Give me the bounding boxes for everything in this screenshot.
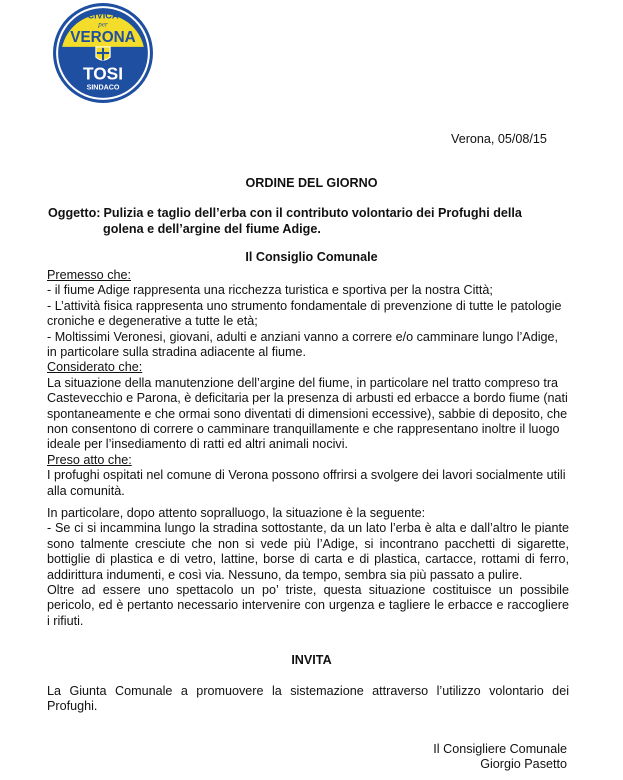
council-heading: Il Consiglio Comunale [245, 250, 378, 264]
logo-name-text: TOSI [82, 63, 124, 84]
invita-text: La Giunta Comunale a promuovere la sistemazione attraverso l’utilizzo volontario dei Profughi. [47, 684, 569, 714]
subject-line-2: golena e dell’argine del fiume Adige. [103, 222, 321, 236]
subject-block [48, 205, 522, 237]
subject-label: Oggetto: [48, 206, 101, 220]
particolare-conclusion: Oltre ad essere uno spettacolo un po’ triste, questa situazione costituisce un possibile pericolo, ed è pertanto necessario intervenire con urgenza e tagliere le erbacce e raccogliere i rifiuti. [47, 583, 569, 628]
premesso-item-2: - L’attività fisica rappresenta uno strumento fondamentale di prevenzione di tutte le patologie croniche e degenerative a tutte le età; [47, 298, 562, 329]
premesso-item-1: - il fiume Adige rappresenta una ricchezza turistica e sportiva per la nostra Città; [47, 283, 493, 298]
document-title: ORDINE DEL GIORNO [245, 176, 378, 190]
document-date: Verona, 05/08/15 [451, 132, 547, 146]
signature-block [400, 742, 567, 773]
logo-city-text: VERONA [70, 28, 136, 46]
preso-atto-text: I profughi ospitati nel comune di Verona possono offrirsi a svolgere dei lavori socialmente utili alla comunità. [47, 468, 566, 498]
premises-section [47, 268, 569, 499]
considerato-heading: Considerato che: [47, 360, 143, 375]
premesso-heading: Premesso che: [47, 268, 131, 282]
premesso-item-3: - Moltissimi Veronesi, giovani, adulti e anziani vanno a correre e/o camminare lungo l’Adige, in particolare sulla stradina adiacente al fiume. [47, 329, 559, 360]
preso-atto-heading: Preso atto che: [47, 452, 132, 467]
invita-section [47, 684, 569, 715]
signature-name: Giorgio Pasetto [480, 757, 567, 772]
logo-per-text: per [98, 20, 108, 29]
considerato-text: La situazione della manutenzione dell’argine del fiume, in particolare nel tratto compreso tra Castevecchio e Parona, è deficitaria per la presenza di arbusti ed erbacce a bordo fiume (nati spontaneamente e che ormai sono diventati di dimensioni eccessive), sabbie di deposito, che non consentono di correre o camminare tranquillamente e che rappresentano inoltre il luogo ideale per l’insediamento di ratti ed altri animali nocivi. [47, 375, 568, 452]
invita-heading: INVITA [291, 653, 332, 667]
logo-role-text: SINDACO [86, 83, 120, 92]
particolare-intro: In particolare, dopo attento sopralluogo, la situazione è la seguente: [47, 506, 426, 520]
subject-line-1: Pulizia e taglio dell’erba con il contributo volontario dei Profughi della [103, 206, 522, 220]
verona-crest-icon [96, 47, 110, 60]
logo-civica-text: CIVICA [87, 10, 119, 21]
civica-per-verona-tosi-logo [52, 2, 154, 104]
situation-section [47, 506, 569, 629]
particolare-item: - Se ci si incammina lungo la stradina sottostante, da un lato l’erba è alta e dall’altro le piante sono talmente cresciute che non si vede più l’Adige, si incontrano pacchetti di sigarette, bottiglie di plastica e di vetro, lattine, borse di carta e di plastica, cartacce, rottami di ferro, addirittura indumenti, e così via. Nessuno, da tempo, sembra sia più passato a pulire. [47, 521, 569, 582]
signature-role: Il Consigliere Comunale [433, 742, 567, 756]
